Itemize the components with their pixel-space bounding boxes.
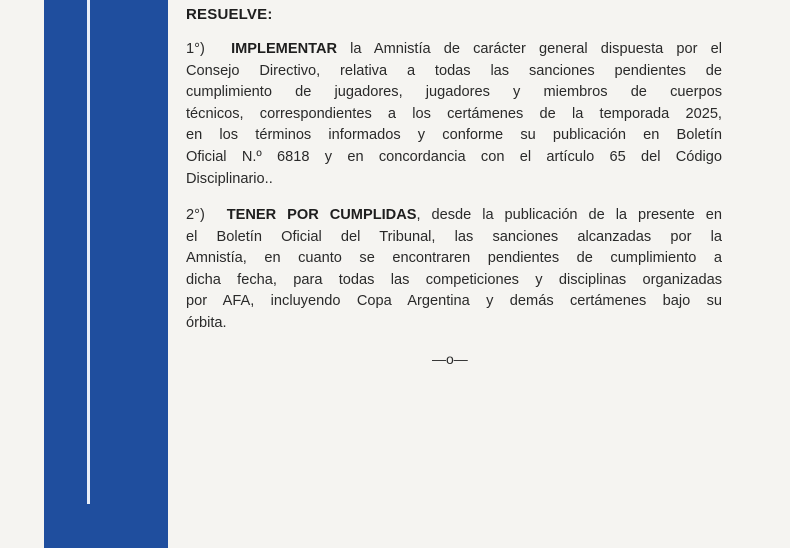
- section-separator: —o—: [432, 351, 468, 367]
- p1-line-1-text: la Amnistía de carácter general dispuesta por el: [337, 41, 722, 57]
- p2-line-4: dicha fecha, para todas las competiciones y disciplinas organizadas: [186, 271, 722, 288]
- p2-line-1: [186, 205, 722, 227]
- p1-bold-term: IMPLEMENTAR: [231, 41, 338, 57]
- left-blue-band: [44, 0, 168, 548]
- p2-number: 2°): [186, 207, 205, 223]
- p2-line-6: órbita.: [186, 314, 227, 331]
- p1-line-6: Oficial N.º 6818 y en concordancia con el artículo 65 del Código: [186, 148, 722, 165]
- p2-line-5: por AFA, incluyendo Copa Argentina y demás certámenes bajo su: [186, 293, 722, 310]
- p1-line-2: Consejo Directivo, relativa a todas las sanciones pendientes de: [186, 62, 722, 79]
- p1-line-5: en los términos informados y conforme su publicación en Boletín: [186, 127, 722, 144]
- paragraph-2: [186, 205, 722, 335]
- p1-number: 1°): [186, 41, 205, 57]
- p1-line-3: cumplimiento de jugadores, jugadores y miembros de cuerpos: [186, 84, 722, 101]
- p1-line-4: técnicos, correspondientes a los certámenes de la temporada 2025,: [186, 105, 722, 122]
- p2-line-2: el Boletín Oficial del Tribunal, las sanciones alcanzadas por la: [186, 228, 722, 245]
- left-band-stripe: [87, 0, 90, 504]
- resuelve-heading: RESUELVE:: [186, 6, 273, 23]
- paragraph-1: [186, 39, 722, 190]
- p1-line-1: [186, 39, 722, 61]
- p2-line-1-text: , desde la publicación de la presente en: [416, 207, 722, 223]
- p2-line-3: Amnistía, en cuanto se encontraren pendientes de cumplimiento a: [186, 250, 722, 267]
- p1-line-7: Disciplinario..: [186, 170, 273, 187]
- p2-bold-term: TENER POR CUMPLIDAS: [226, 207, 417, 223]
